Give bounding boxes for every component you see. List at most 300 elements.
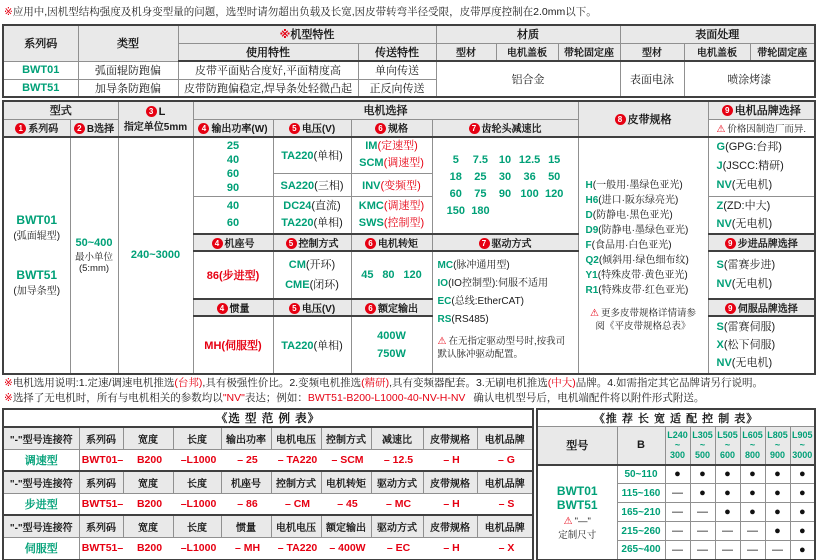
control-cm-cme-cell: [273, 251, 351, 299]
length-label: L: [158, 105, 166, 118]
transfer-bwt51: 正反向传送: [358, 79, 436, 97]
compat-cell: ●: [790, 484, 815, 503]
ex-header: 控制方式: [271, 471, 321, 493]
ex-value: – 400W: [329, 542, 366, 555]
ex-value: B200: [136, 453, 163, 466]
circle-6-icon: 6: [375, 123, 386, 134]
b-min-unit-1: 最小单位: [74, 251, 113, 263]
ex-value: – H: [443, 453, 460, 466]
control-mode-label: 控制方式: [298, 238, 339, 250]
gear-ratio-label: 齿轮头减速比: [481, 124, 542, 136]
brand-code: S: [716, 258, 724, 271]
brand-item: [710, 318, 814, 336]
ex-header: 机座号: [221, 471, 271, 493]
example-table-title: 《选 型 范 例 表》: [3, 409, 533, 427]
power-group1-cell: [193, 137, 273, 196]
power-90: 90: [226, 181, 240, 194]
header-gear-ratio: [432, 119, 578, 137]
header-profile-2: 型材: [620, 43, 684, 61]
example-selection-table: [2, 408, 534, 560]
belt-code: Y1: [585, 269, 598, 281]
b-select-label: B选择: [86, 124, 115, 136]
ex-value: – SCM: [331, 453, 364, 466]
belt-spec-label: 皮带规格: [627, 114, 672, 126]
brand-desc: (GPG:台邦): [725, 141, 782, 154]
frame-size-label: 机座号: [224, 238, 255, 250]
b-range: 50~400: [75, 236, 113, 249]
header-b-select: [70, 119, 118, 137]
compat-cell: ●: [690, 484, 715, 503]
volt-note: (直流): [311, 199, 341, 212]
belt-item: [580, 193, 707, 208]
ex-label-stepper-type: 步进型: [3, 493, 79, 515]
belt-item: [580, 253, 707, 268]
belt-code: H: [585, 179, 593, 191]
belt-item: [580, 178, 707, 193]
circle-3-icon: 3: [146, 106, 157, 117]
header-servo-voltage: [273, 299, 351, 316]
brand-code: G: [716, 141, 726, 154]
note-brand-zhongda: (中大): [547, 377, 576, 389]
header-series: [3, 119, 70, 137]
circle-4-icon: 4: [217, 303, 228, 314]
circle-6-icon: 6: [365, 238, 376, 249]
b-range-value: 50~110: [617, 465, 665, 484]
compat-model-2: BWT51: [556, 497, 598, 512]
ex-value: –L1000: [180, 453, 217, 466]
asterisk-icon: ※: [279, 29, 291, 42]
ex-value: – MC: [385, 497, 412, 510]
ex-value: – X: [498, 542, 515, 555]
control-code-cme: CME: [285, 278, 310, 291]
header-series-code: 系列码: [3, 25, 78, 61]
gear-value: 180: [471, 204, 490, 217]
frame-size-86-cell: 86(步进型): [193, 251, 273, 299]
ex-value: – CM: [284, 497, 311, 510]
gear-value: 10: [498, 153, 512, 166]
gear-value: 25: [474, 170, 487, 183]
header-profile: 型材: [436, 43, 496, 61]
ex-value: – EC: [386, 542, 411, 555]
spec-im-scm-cell: [351, 137, 432, 173]
voltage-dc24-cell: [273, 196, 351, 234]
brand-desc: (JSCC:精研): [722, 160, 784, 173]
header-voltage: [273, 119, 351, 137]
belt-note-line1: 更多皮带规格详情请参: [600, 307, 696, 319]
size-compatibility-table: [536, 408, 816, 560]
gear-value: 15: [548, 153, 561, 166]
note-text: 表达；例如：: [244, 392, 308, 404]
belt-code: H6: [585, 194, 599, 206]
usage-bwt51: 皮带防跑偏稳定,焊导条处轻微凸起: [178, 79, 358, 97]
brand-code: S: [716, 320, 724, 333]
circle-6-icon: 6: [365, 303, 376, 314]
ex-header: "-"型号连接符: [3, 515, 79, 537]
brand-item: [710, 157, 814, 176]
ex-header: 控制方式: [321, 427, 371, 449]
spec-code-scm: SCM: [359, 157, 384, 170]
brand-group2-cell: [708, 196, 815, 234]
compat-cell: —: [740, 541, 765, 560]
gear-value: 30: [498, 170, 512, 183]
drive-code: EC: [437, 295, 452, 307]
ex-header: 系列码: [79, 515, 123, 537]
series-overview-table: [2, 24, 816, 98]
servo-brands-cell: [708, 316, 815, 374]
ex-value: – TA220: [277, 542, 318, 555]
ex-value: BWT51–: [81, 542, 124, 555]
gear-value: 60: [449, 187, 462, 200]
header-control-mode: [273, 234, 351, 251]
drive-item: [434, 293, 577, 311]
ex-header: 皮带规格: [423, 471, 477, 493]
material-value: 铝合金: [436, 61, 620, 97]
circle-2-icon: 2: [74, 123, 85, 134]
belt-item: [580, 238, 707, 253]
brand-code: NV: [716, 179, 732, 192]
gear-value: 150: [446, 204, 465, 217]
compat-cell: —: [665, 503, 690, 522]
header-length: [118, 101, 193, 137]
drive-item: [434, 311, 577, 329]
header-usage-feature: 使用特性: [178, 43, 358, 61]
note-text: 确认电机型号后，电机端配件将以附件形式附送。: [473, 392, 705, 404]
price-note-text: 价格因制造厂而异.: [727, 123, 807, 135]
note-text: 品牌。4.如需指定其它品牌请另行说明。: [575, 377, 764, 389]
b-range-value: 115~160: [617, 484, 665, 503]
compat-header-l305: L305 ~ 500: [690, 427, 715, 465]
power-60: 60: [226, 167, 240, 180]
note-nv: "NV": [222, 392, 245, 404]
torque-values-cell: [351, 251, 432, 299]
belt-desc: (防静电·墨绿色亚光): [598, 224, 689, 236]
series-1-type: (弧面辊型): [13, 231, 61, 243]
volt-note: (三相): [314, 179, 344, 192]
drive-modes-cell: [432, 251, 578, 374]
drive-desc: (脉冲通用型): [453, 259, 510, 271]
ex-header: 电机品牌: [477, 471, 533, 493]
power-25: 25: [226, 139, 240, 152]
header-pulley-seat: 带轮固定座: [558, 43, 620, 61]
ex-value: BWT01–: [81, 453, 124, 466]
gear-value: 5: [452, 153, 459, 166]
ex-header: 系列码: [79, 427, 123, 449]
output-750w: 750W: [377, 347, 406, 360]
belt-code: D9: [585, 224, 599, 236]
note-brand-jingyan: (精研): [361, 377, 390, 389]
ex-value: – MH: [234, 542, 261, 555]
header-surface-treatment: 表面处理: [620, 25, 815, 43]
power-60b: 60: [226, 216, 240, 229]
compat-header-l805: L805 ~ 900: [765, 427, 790, 465]
spec-label: 规格: [388, 124, 408, 136]
transfer-bwt01: 单向传送: [358, 61, 436, 79]
ex-value: – 86: [237, 497, 258, 510]
brand-desc: (松下伺服): [723, 338, 776, 351]
inertia-label: 惯量: [229, 303, 250, 315]
circle-7-icon: 7: [479, 238, 490, 249]
belt-code: D: [585, 209, 593, 221]
ex-header: 长度: [173, 515, 221, 537]
gear-value: 12.5: [518, 153, 541, 166]
ex-header: 减速比: [371, 427, 423, 449]
circle-8-icon: 8: [615, 114, 626, 125]
note-text: 选择了无电机时，所有与电机相关的参数均以: [12, 392, 223, 404]
drive-desc: (RS485): [451, 313, 489, 325]
header-pulley-seat-2: 带轮固定座: [750, 43, 815, 61]
ex-value: – H: [443, 497, 460, 510]
warning-icon: ⚠: [563, 515, 573, 527]
ex-header: 驱动方式: [371, 515, 423, 537]
belt-desc: (进口·阪东绿亮光): [598, 194, 679, 206]
compat-model-cell: [537, 465, 617, 560]
belt-item: [580, 268, 707, 283]
compat-cell: —: [665, 484, 690, 503]
b-range-value: 265~400: [617, 541, 665, 560]
compat-cell: ●: [790, 541, 815, 560]
circle-1-icon: 1: [15, 123, 26, 134]
gear-value: 7.5: [472, 153, 489, 166]
custom-dash: "—": [574, 515, 591, 527]
belt-item: [580, 283, 707, 298]
compat-header-b: B: [617, 427, 665, 465]
compat-cell: ●: [740, 503, 765, 522]
compat-model-1: BWT01: [556, 483, 598, 498]
belt-desc: (一般用·墨绿色亚光): [592, 179, 683, 191]
compat-cell: ●: [790, 465, 815, 484]
drive-note-text: 在无指定驱动型号时,按我司默认脉冲驱动配置。: [437, 335, 566, 360]
compat-header-l505: L505 ~ 600: [715, 427, 740, 465]
header-motor-brand: [708, 101, 815, 119]
ex-value: – 12.5: [383, 453, 414, 466]
ex-header: 长度: [173, 471, 221, 493]
header-servo-brand: [708, 299, 815, 316]
ex-value: BWT51–: [81, 497, 124, 510]
note-asterisk: ※: [4, 6, 13, 18]
output-power-label: 输出功率(W): [211, 124, 268, 136]
brand-desc: (无电机): [731, 277, 773, 290]
series-code-bwt51: BWT51: [3, 79, 78, 97]
ex-value: – 25: [237, 453, 258, 466]
volt-code: TA220: [281, 339, 314, 352]
compat-header-model: 型号: [537, 427, 617, 465]
no-motor-note: [4, 390, 704, 405]
compat-cell: ●: [715, 465, 740, 484]
top-usage-note: [4, 4, 597, 19]
b-min-unit-2: (5:mm): [78, 262, 110, 274]
gear-value: 18: [449, 170, 462, 183]
compat-cell: ●: [790, 522, 815, 541]
brand-code: Z: [716, 199, 724, 212]
drive-desc: (IO控制型):伺服不适用: [448, 277, 549, 289]
compat-cell: —: [665, 541, 690, 560]
power-group2-cell: [193, 196, 273, 234]
belt-specs-cell: [578, 137, 708, 374]
ex-value: – G: [498, 453, 515, 466]
ex-label-servo-type: 伺服型: [3, 537, 79, 560]
header-output-power: [193, 119, 273, 137]
output-400w: 400W: [377, 329, 406, 342]
usage-bwt01: 皮带平面贴合度好,平面精度高: [178, 61, 358, 79]
warning-icon: ⚠: [590, 307, 599, 319]
circle-9-icon: 9: [725, 238, 736, 249]
compat-cell: —: [690, 503, 715, 522]
spec-code-sws: SWS: [358, 216, 384, 229]
compat-cell: —: [765, 541, 790, 560]
stepper-brands-cell: [708, 251, 815, 299]
brand-item: [710, 138, 814, 157]
surface-profile-value: 表面电泳: [620, 61, 684, 97]
note-brand-taibang: (台邦): [174, 377, 203, 389]
belt-item: [580, 208, 707, 223]
drive-desc: (总线:EtherCAT): [451, 295, 525, 307]
surface-paint-value: 喷涂烤漆: [684, 61, 815, 97]
feature-label: 机型特性: [290, 29, 335, 42]
ex-value: – H: [443, 542, 460, 555]
ex-value: –L1000: [180, 542, 217, 555]
series-label: 系列码: [28, 124, 59, 136]
note-asterisk: ※: [4, 392, 13, 404]
spec-inv-cell: [351, 173, 432, 196]
ex-header: 系列码: [79, 471, 123, 493]
compat-cell: ●: [790, 503, 815, 522]
b-range-value: 215~260: [617, 522, 665, 541]
power-40: 40: [226, 153, 240, 166]
circle-4-icon: 4: [212, 238, 223, 249]
compat-custom-note: [539, 516, 616, 527]
compat-header-l240: L240 ~ 300: [665, 427, 690, 465]
brand-code: J: [716, 160, 723, 173]
ex-header: 宽度: [123, 515, 173, 537]
rated-output-cell: [351, 316, 432, 374]
length-unit-label: 指定单位5mm: [123, 121, 188, 133]
ex-header: 额定输出: [321, 515, 371, 537]
note-text: 电机选用说明:1.定速/调速电机推选: [12, 377, 175, 389]
drive-default-note: [434, 329, 577, 361]
ex-header: 驱动方式: [371, 471, 423, 493]
ex-label-speed-type: 调速型: [3, 449, 79, 471]
header-stepper-brand: [708, 234, 815, 251]
compat-cell: ●: [765, 522, 790, 541]
servo-voltage-label: 电压(V): [301, 303, 336, 315]
header-spec: [351, 119, 432, 137]
ex-value: – 45: [337, 497, 358, 510]
belt-code: R1: [585, 284, 599, 296]
ex-header: 宽度: [123, 427, 173, 449]
ex-header: "-"型号连接符: [3, 471, 79, 493]
drive-code: RS: [437, 313, 452, 325]
series-code-cell: [3, 137, 70, 374]
volt-code: TA220: [281, 150, 314, 163]
circle-5-icon: 5: [289, 123, 300, 134]
ex-header: 宽度: [123, 471, 173, 493]
custom-size-label: 定制尺寸: [558, 529, 597, 541]
b-range-value: 165~210: [617, 503, 665, 522]
note-asterisk: ※: [4, 377, 13, 389]
belt-more-note: [580, 307, 707, 333]
header-belt-spec: [578, 101, 708, 137]
belt-desc: (食品用·白色亚光): [591, 239, 672, 251]
belt-note-line2: 阅《平皮带规格总表》: [595, 320, 691, 332]
compat-header-l905: L905 ~ 3000: [790, 427, 815, 465]
ex-value: – TA220: [277, 453, 318, 466]
header-motor-torque: [351, 234, 432, 251]
ex-header: 皮带规格: [423, 515, 477, 537]
note-text: ,具有极强性价比。2.变频电机推选: [202, 377, 362, 389]
drive-code: MC: [437, 259, 454, 271]
top-note-text: 应用中,因机型结构强度及机身变型量的问题，选型时请勿超出负载及长宽,因皮带转弯半径受限，皮带厚度控制在2.0mm以下。: [12, 6, 597, 18]
header-type: 类型: [78, 25, 178, 61]
header-motor-cover: 电机盖板: [496, 43, 558, 61]
spec-note-inv: (变频型): [380, 179, 421, 192]
ex-values-row: [79, 449, 533, 471]
ex-value: –L1000: [180, 497, 217, 510]
volt-code: TA220: [281, 216, 314, 229]
brand-code: NV: [716, 356, 732, 369]
motor-brand-label: 电机品牌选择: [734, 105, 801, 118]
brand-item: [710, 176, 814, 195]
compat-table-title: 《推 荐 长 宽 适 配 控 制 表》: [537, 409, 815, 427]
brand-item: [710, 256, 814, 275]
volt-code: DC24: [283, 199, 312, 212]
circle-7-icon: 7: [469, 123, 480, 134]
torque-80: 80: [382, 268, 395, 281]
brand-item: [710, 275, 814, 294]
brand-group1-cell: [708, 137, 815, 196]
motor-torque-label: 电机转矩: [378, 238, 418, 250]
ex-header: 惯量: [221, 515, 271, 537]
compat-cell: ●: [740, 465, 765, 484]
brand-item: [710, 336, 814, 354]
voltage-label: 电压(V): [301, 124, 336, 136]
compat-cell: —: [715, 522, 740, 541]
control-note-cm: (开环): [305, 258, 336, 271]
drive-item: [434, 257, 577, 275]
ex-header: 电机电压: [271, 427, 321, 449]
circle-5-icon: 5: [289, 303, 300, 314]
warning-icon: ⚠: [716, 123, 726, 135]
compat-cell: ●: [740, 484, 765, 503]
control-code-cm: CM: [288, 258, 306, 271]
belt-item: [580, 223, 707, 238]
brand-desc: (雷赛步进): [723, 258, 776, 271]
ex-value: B200: [136, 497, 163, 510]
spec-code-im: IM: [365, 140, 378, 153]
gear-value: 36: [523, 170, 536, 183]
brand-item: [710, 354, 814, 372]
belt-code: Q2: [585, 254, 599, 266]
ex-header: 电机电压: [271, 515, 321, 537]
circle-5-icon: 5: [286, 238, 297, 249]
brand-code: NV: [716, 217, 732, 230]
spec-code-kmc: KMC: [358, 199, 384, 212]
ex-values-row: [79, 493, 533, 515]
spec-note-sws: (控制型): [383, 216, 425, 229]
servo-brand-label: 伺服品牌选择: [737, 303, 798, 315]
drive-mode-label: 驱动方式: [491, 238, 532, 250]
ex-header: 皮带规格: [423, 427, 477, 449]
ex-header: 输出功率: [221, 427, 271, 449]
belt-desc: (特殊皮带·黄色亚光): [597, 269, 688, 281]
volt-note: (单相): [313, 216, 343, 229]
header-motor-cover-2: 电机盖板: [684, 43, 750, 61]
header-style: 型式: [3, 101, 118, 119]
control-note-cme: (闭环): [309, 278, 339, 291]
compat-cell: —: [715, 541, 740, 560]
spec-kmc-sws-cell: [351, 196, 432, 234]
gear-value: 100: [520, 187, 539, 200]
brand-code: X: [716, 338, 724, 351]
